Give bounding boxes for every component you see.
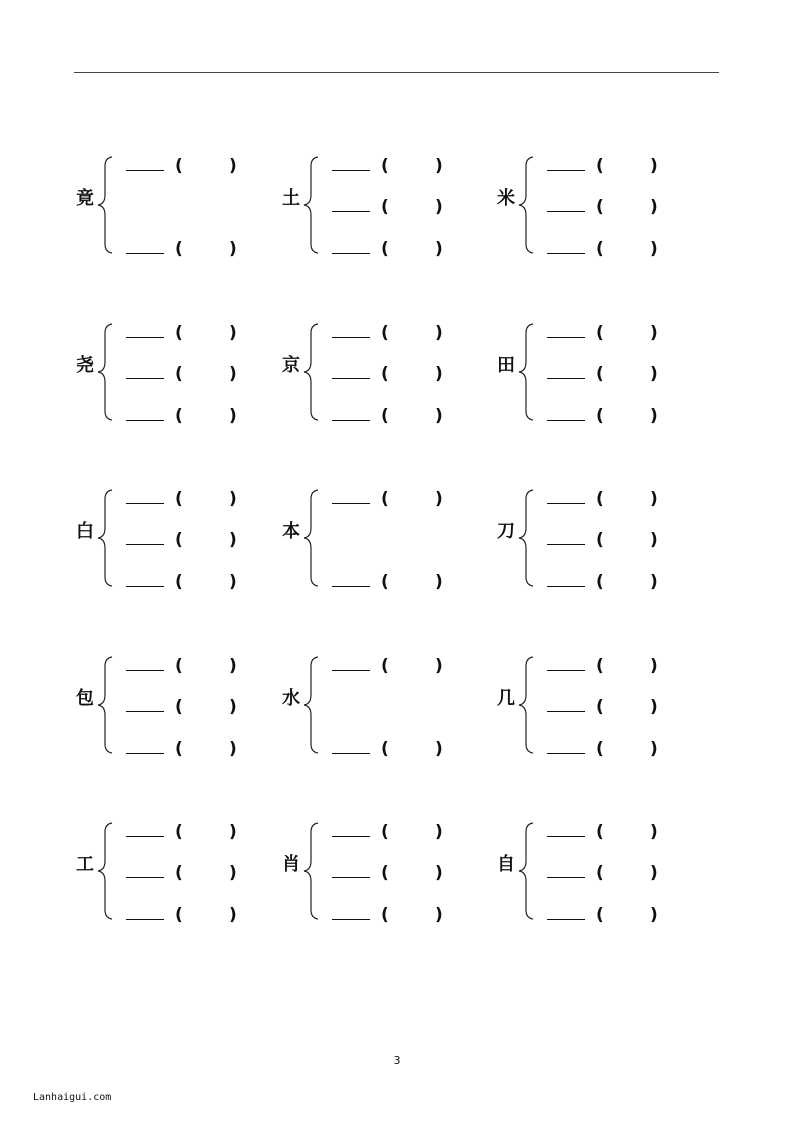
close-paren: ) [229, 364, 237, 384]
word-blank-line[interactable] [547, 836, 585, 837]
close-paren: ) [229, 156, 237, 176]
word-blank-line[interactable] [547, 711, 585, 712]
curly-brace-icon [517, 821, 537, 921]
curly-brace-icon [96, 322, 116, 422]
target-character: 土 [282, 188, 300, 209]
word-blank-line[interactable] [332, 753, 370, 754]
curly-brace-icon [302, 821, 322, 921]
word-blank-line[interactable] [547, 420, 585, 421]
close-paren: ) [435, 156, 443, 176]
open-paren: ( [596, 863, 604, 883]
word-blank-line[interactable] [332, 586, 370, 587]
close-paren: ) [435, 572, 443, 592]
word-blank-line[interactable] [547, 170, 585, 171]
close-paren: ) [229, 323, 237, 343]
exercise-group [497, 155, 687, 265]
word-blank-line[interactable] [332, 836, 370, 837]
open-paren: ( [596, 530, 604, 550]
open-paren: ( [175, 822, 183, 842]
exercise-group [282, 155, 472, 265]
word-blank-line[interactable] [126, 544, 164, 545]
curly-brace-icon [96, 155, 116, 255]
close-paren: ) [435, 239, 443, 259]
curly-brace-icon [96, 488, 116, 588]
target-character: 工 [76, 854, 94, 875]
target-character: 尧 [76, 355, 94, 376]
exercise-group [76, 821, 266, 931]
open-paren: ( [596, 739, 604, 759]
word-blank-line[interactable] [332, 503, 370, 504]
open-paren: ( [381, 364, 389, 384]
word-blank-line[interactable] [547, 253, 585, 254]
word-blank-line[interactable] [547, 378, 585, 379]
open-paren: ( [596, 239, 604, 259]
close-paren: ) [435, 406, 443, 426]
word-blank-line[interactable] [126, 586, 164, 587]
close-paren: ) [650, 697, 658, 717]
word-blank-line[interactable] [126, 503, 164, 504]
close-paren: ) [229, 530, 237, 550]
close-paren: ) [650, 530, 658, 550]
word-blank-line[interactable] [547, 544, 585, 545]
open-paren: ( [596, 656, 604, 676]
word-blank-line[interactable] [126, 836, 164, 837]
close-paren: ) [229, 489, 237, 509]
close-paren: ) [650, 822, 658, 842]
target-character: 刀 [497, 521, 515, 542]
curly-brace-icon [96, 821, 116, 921]
exercise-group [497, 488, 687, 598]
exercise-group [282, 655, 472, 765]
open-paren: ( [381, 572, 389, 592]
target-character: 自 [497, 854, 515, 875]
close-paren: ) [650, 739, 658, 759]
word-blank-line[interactable] [126, 378, 164, 379]
open-paren: ( [381, 406, 389, 426]
exercise-group [282, 488, 472, 598]
close-paren: ) [650, 905, 658, 925]
target-character: 几 [497, 688, 515, 709]
word-blank-line[interactable] [547, 877, 585, 878]
close-paren: ) [650, 572, 658, 592]
word-blank-line[interactable] [547, 919, 585, 920]
close-paren: ) [650, 364, 658, 384]
open-paren: ( [596, 822, 604, 842]
word-blank-line[interactable] [547, 586, 585, 587]
curly-brace-icon [517, 322, 537, 422]
exercise-group [282, 821, 472, 931]
curly-brace-icon [517, 655, 537, 755]
open-paren: ( [596, 489, 604, 509]
curly-brace-icon [302, 488, 322, 588]
word-blank-line[interactable] [126, 170, 164, 171]
word-blank-line[interactable] [126, 337, 164, 338]
open-paren: ( [381, 863, 389, 883]
exercise-group [76, 655, 266, 765]
close-paren: ) [435, 197, 443, 217]
close-paren: ) [650, 156, 658, 176]
word-blank-line[interactable] [126, 753, 164, 754]
close-paren: ) [435, 905, 443, 925]
curly-brace-icon [96, 655, 116, 755]
curly-brace-icon [302, 155, 322, 255]
close-paren: ) [229, 863, 237, 883]
close-paren: ) [229, 656, 237, 676]
close-paren: ) [229, 822, 237, 842]
target-character: 京 [282, 355, 300, 376]
target-character: 米 [497, 188, 515, 209]
close-paren: ) [435, 323, 443, 343]
open-paren: ( [381, 323, 389, 343]
open-paren: ( [596, 572, 604, 592]
word-blank-line[interactable] [332, 919, 370, 920]
word-blank-line[interactable] [332, 670, 370, 671]
exercise-group [497, 821, 687, 931]
word-blank-line[interactable] [126, 670, 164, 671]
word-blank-line[interactable] [332, 170, 370, 171]
word-blank-line[interactable] [332, 253, 370, 254]
close-paren: ) [435, 863, 443, 883]
open-paren: ( [381, 905, 389, 925]
open-paren: ( [381, 197, 389, 217]
target-character: 竟 [76, 188, 94, 209]
word-blank-line[interactable] [332, 211, 370, 212]
open-paren: ( [381, 156, 389, 176]
open-paren: ( [175, 530, 183, 550]
open-paren: ( [175, 406, 183, 426]
close-paren: ) [650, 197, 658, 217]
close-paren: ) [650, 406, 658, 426]
page-number: 3 [393, 1054, 401, 1067]
word-blank-line[interactable] [332, 378, 370, 379]
close-paren: ) [435, 364, 443, 384]
word-blank-line[interactable] [547, 211, 585, 212]
open-paren: ( [175, 489, 183, 509]
word-blank-line[interactable] [332, 420, 370, 421]
close-paren: ) [435, 489, 443, 509]
exercise-group [76, 322, 266, 432]
close-paren: ) [650, 489, 658, 509]
close-paren: ) [229, 739, 237, 759]
curly-brace-icon [302, 655, 322, 755]
word-blank-line[interactable] [126, 420, 164, 421]
word-blank-line[interactable] [332, 877, 370, 878]
open-paren: ( [381, 239, 389, 259]
open-paren: ( [596, 197, 604, 217]
open-paren: ( [596, 323, 604, 343]
close-paren: ) [229, 905, 237, 925]
open-paren: ( [596, 156, 604, 176]
curly-brace-icon [517, 155, 537, 255]
exercise-group [497, 655, 687, 765]
open-paren: ( [175, 572, 183, 592]
open-paren: ( [175, 905, 183, 925]
open-paren: ( [381, 822, 389, 842]
close-paren: ) [650, 323, 658, 343]
target-character: 田 [497, 355, 515, 376]
exercise-group [76, 155, 266, 265]
target-character: 包 [76, 688, 94, 709]
open-paren: ( [175, 239, 183, 259]
close-paren: ) [229, 572, 237, 592]
word-blank-line[interactable] [126, 877, 164, 878]
word-blank-line[interactable] [126, 253, 164, 254]
target-character: 肖 [282, 854, 300, 875]
word-blank-line[interactable] [547, 503, 585, 504]
open-paren: ( [381, 489, 389, 509]
close-paren: ) [229, 239, 237, 259]
close-paren: ) [229, 697, 237, 717]
word-blank-line[interactable] [547, 753, 585, 754]
target-character: 本 [282, 521, 300, 542]
target-character: 水 [282, 688, 300, 709]
open-paren: ( [175, 656, 183, 676]
word-blank-line[interactable] [332, 337, 370, 338]
open-paren: ( [175, 863, 183, 883]
close-paren: ) [229, 406, 237, 426]
exercise-group [497, 322, 687, 432]
close-paren: ) [435, 739, 443, 759]
open-paren: ( [175, 739, 183, 759]
footer-site-label: Lanhaigui.com [33, 1092, 112, 1103]
open-paren: ( [381, 739, 389, 759]
close-paren: ) [435, 822, 443, 842]
exercise-group [282, 322, 472, 432]
word-blank-line[interactable] [547, 337, 585, 338]
open-paren: ( [175, 323, 183, 343]
open-paren: ( [175, 697, 183, 717]
word-blank-line[interactable] [126, 919, 164, 920]
close-paren: ) [650, 656, 658, 676]
exercise-group [76, 488, 266, 598]
close-paren: ) [435, 656, 443, 676]
curly-brace-icon [302, 322, 322, 422]
open-paren: ( [175, 364, 183, 384]
open-paren: ( [596, 364, 604, 384]
open-paren: ( [596, 905, 604, 925]
open-paren: ( [596, 697, 604, 717]
word-blank-line[interactable] [126, 711, 164, 712]
open-paren: ( [175, 156, 183, 176]
close-paren: ) [650, 863, 658, 883]
curly-brace-icon [517, 488, 537, 588]
close-paren: ) [650, 239, 658, 259]
open-paren: ( [596, 406, 604, 426]
open-paren: ( [381, 656, 389, 676]
target-character: 白 [76, 521, 94, 542]
word-blank-line[interactable] [547, 670, 585, 671]
header-divider [74, 72, 719, 73]
